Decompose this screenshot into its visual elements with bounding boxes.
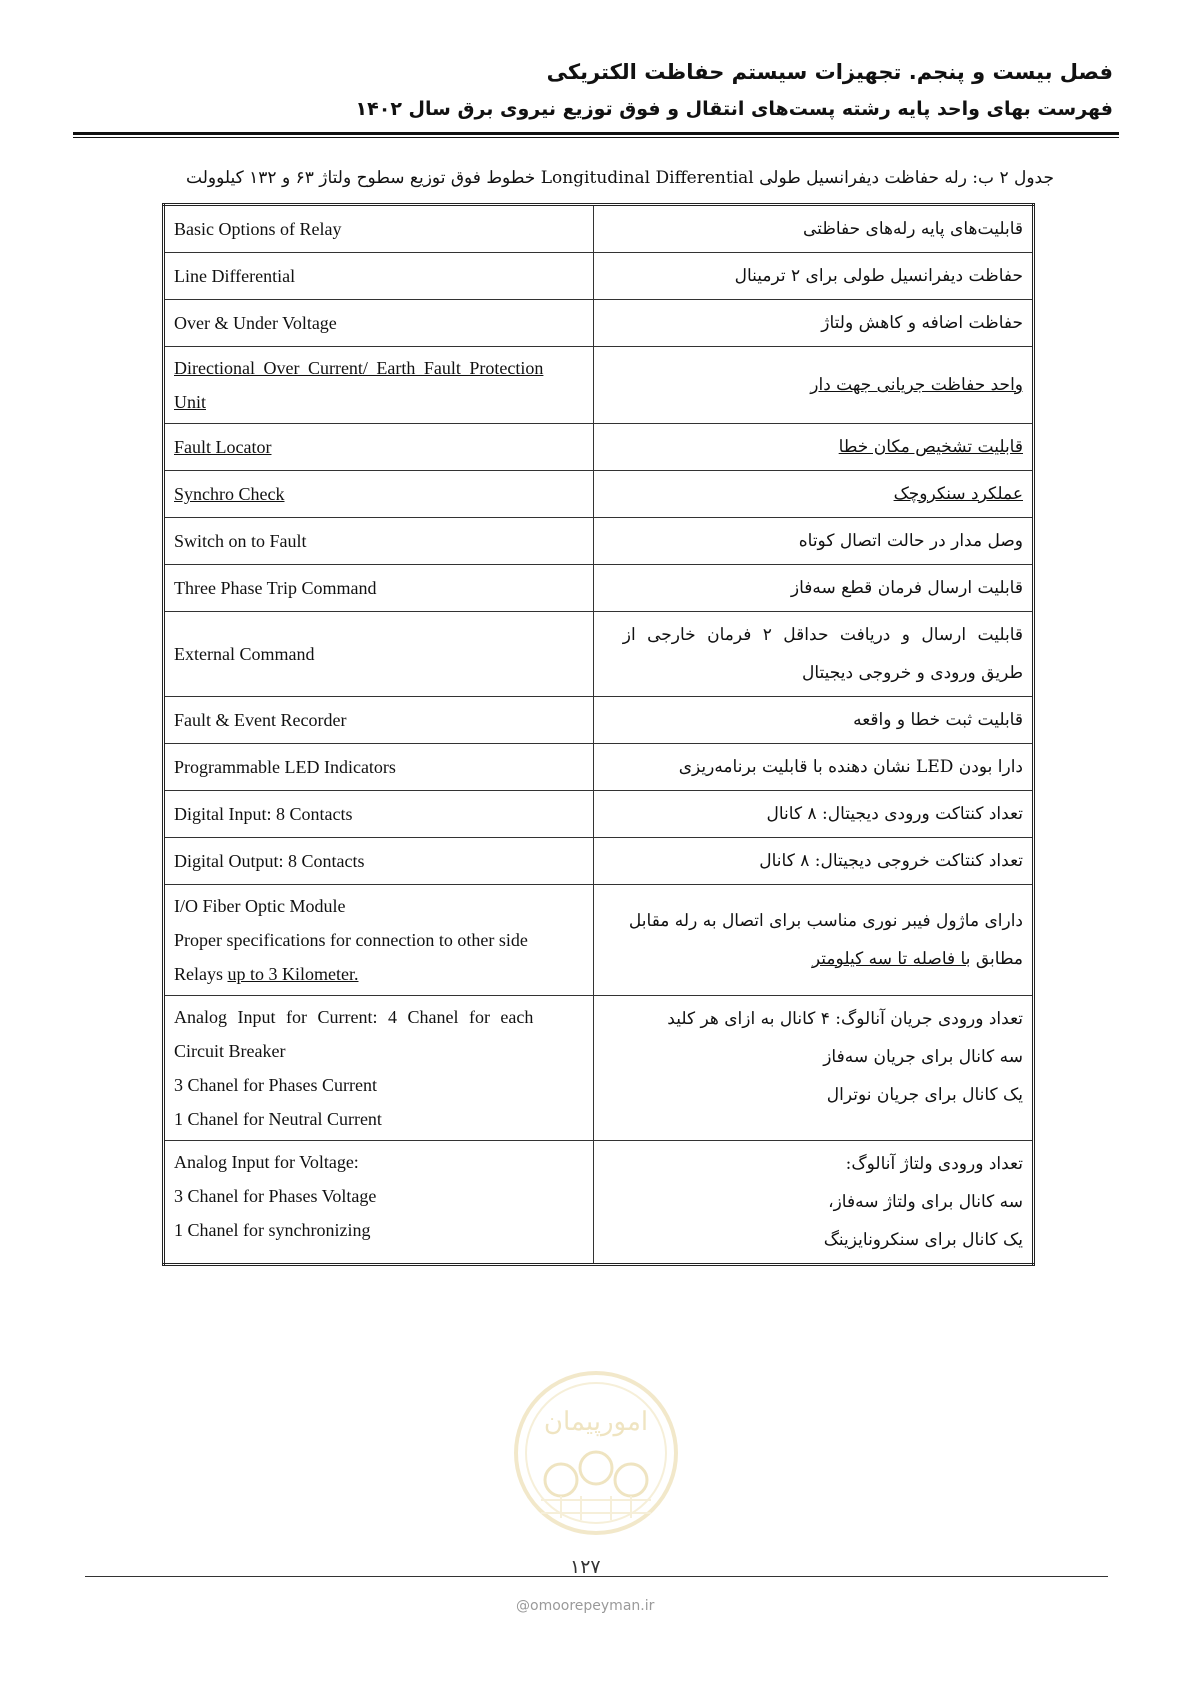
omoorepeyman-logo: [511, 1368, 681, 1538]
spec-en: Programmable LED Indicators: [164, 744, 594, 791]
website-watermark: @omoorepeyman.ir: [516, 1598, 655, 1614]
table-row: [164, 744, 1034, 791]
table-row: [164, 205, 1034, 253]
spec-fa: تعداد کنتاکت خروجی دیجیتال: ۸ کانال: [594, 838, 1034, 885]
spec-fa: عملکرد سنکروچک: [594, 471, 1034, 518]
spec-fa: وصل مدار در حالت اتصال کوتاه: [594, 518, 1034, 565]
spec-en: Analog Input for Current: 4 Chanel for each Circuit Breaker 3 Chanel for Phases Current 1 Chanel for Neutral Current: [164, 996, 594, 1141]
table-row: [164, 300, 1034, 347]
spec-en: Over & Under Voltage: [164, 300, 594, 347]
spec-fa: حفاظت دیفرانسیل طولی برای ۲ ترمینال: [594, 253, 1034, 300]
document-title: فهرست بهای واحد پایه رشته پست‌های انتقال و فوق توزیع نیروی برق سال ۱۴۰۲: [355, 98, 1113, 120]
header-rule: [73, 132, 1119, 135]
table-row: [164, 565, 1034, 612]
table-row: [164, 471, 1034, 518]
spec-fa: قابلیت تشخیص مکان خطا: [594, 424, 1034, 471]
spec-fa: قابلیت ثبت خطا و واقعه: [594, 697, 1034, 744]
table-row: [164, 347, 1034, 424]
spec-en: Digital Input: 8 Contacts: [164, 791, 594, 838]
spec-en: Analog Input for Voltage: 3 Chanel for Phases Voltage 1 Chanel for synchronizing: [164, 1141, 594, 1265]
table-row: [164, 1141, 1034, 1265]
spec-en: Directional Over Current/ Earth Fault Protection Unit: [164, 347, 594, 424]
spec-fa: دارای ماژول فیبر نوری مناسب برای اتصال به رله مقابل مطابق با فاصله تا سه کیلومتر: [594, 885, 1034, 996]
table-caption: جدول ۲ ب: رله حفاظت دیفرانسیل طولی Longitudinal Differential خطوط فوق توزیع سطوح ولتاژ ۶۳ و ۱۳۲ کیلوولت: [186, 168, 1054, 188]
spec-en: External Command: [164, 612, 594, 697]
spec-en: Fault & Event Recorder: [164, 697, 594, 744]
logo-text: امورپیمان: [543, 1407, 649, 1437]
spec-fa: قابلیت ارسال و دریافت حداقل ۲ فرمان خارجی از طریق ورودی و خروجی دیجیتال: [594, 612, 1034, 697]
table-row: [164, 838, 1034, 885]
table-row: [164, 424, 1034, 471]
table-row: [164, 885, 1034, 996]
spec-fa: حفاظت اضافه و کاهش ولتاژ: [594, 300, 1034, 347]
spec-fa: تعداد ورودی ولتاژ آنالوگ: سه کانال برای ولتاژ سه‌فاز، یک کانال برای سنکرونایزینگ: [594, 1141, 1034, 1265]
spec-en: Three Phase Trip Command: [164, 565, 594, 612]
table-row: [164, 612, 1034, 697]
spec-fa: قابلیت ارسال فرمان قطع سه‌فاز: [594, 565, 1034, 612]
header-rule-thin: [73, 137, 1119, 138]
spec-en: I/O Fiber Optic Module Proper specifications for connection to other side Relays up to 3 Kilometer.: [164, 885, 594, 996]
spec-fa: واحد حفاظت جریانی جهت دار: [594, 347, 1034, 424]
spec-en: Basic Options of Relay: [164, 205, 594, 253]
table-row: [164, 791, 1034, 838]
page-number: ۱۲۷: [570, 1556, 601, 1578]
spec-fa: قابلیت‌های پایه رله‌های حفاظتی: [594, 205, 1034, 253]
table-row: [164, 996, 1034, 1141]
spec-en: Switch on to Fault: [164, 518, 594, 565]
spec-en: Fault Locator: [164, 424, 594, 471]
spec-fa: دارا بودن LED نشان دهنده با قابلیت برنامه‌ریزی: [594, 744, 1034, 791]
relay-spec-table: [162, 203, 1035, 1266]
spec-en: Synchro Check: [164, 471, 594, 518]
table-row: [164, 518, 1034, 565]
spec-fa: تعداد ورودی جریان آنالوگ: ۴ کانال به ازای هر کلید سه کانال برای جریان سه‌فاز یک کانال برای جریان نوترال: [594, 996, 1034, 1141]
spec-fa: تعداد کنتاکت ورودی دیجیتال: ۸ کانال: [594, 791, 1034, 838]
footer-rule: [85, 1576, 1108, 1577]
spec-en: Line Differential: [164, 253, 594, 300]
spec-en: Digital Output: 8 Contacts: [164, 838, 594, 885]
table-row: [164, 253, 1034, 300]
table-row: [164, 697, 1034, 744]
chapter-title: فصل بیست و پنجم. تجهیزات سیستم حفاظت الکتریکی: [546, 60, 1113, 84]
